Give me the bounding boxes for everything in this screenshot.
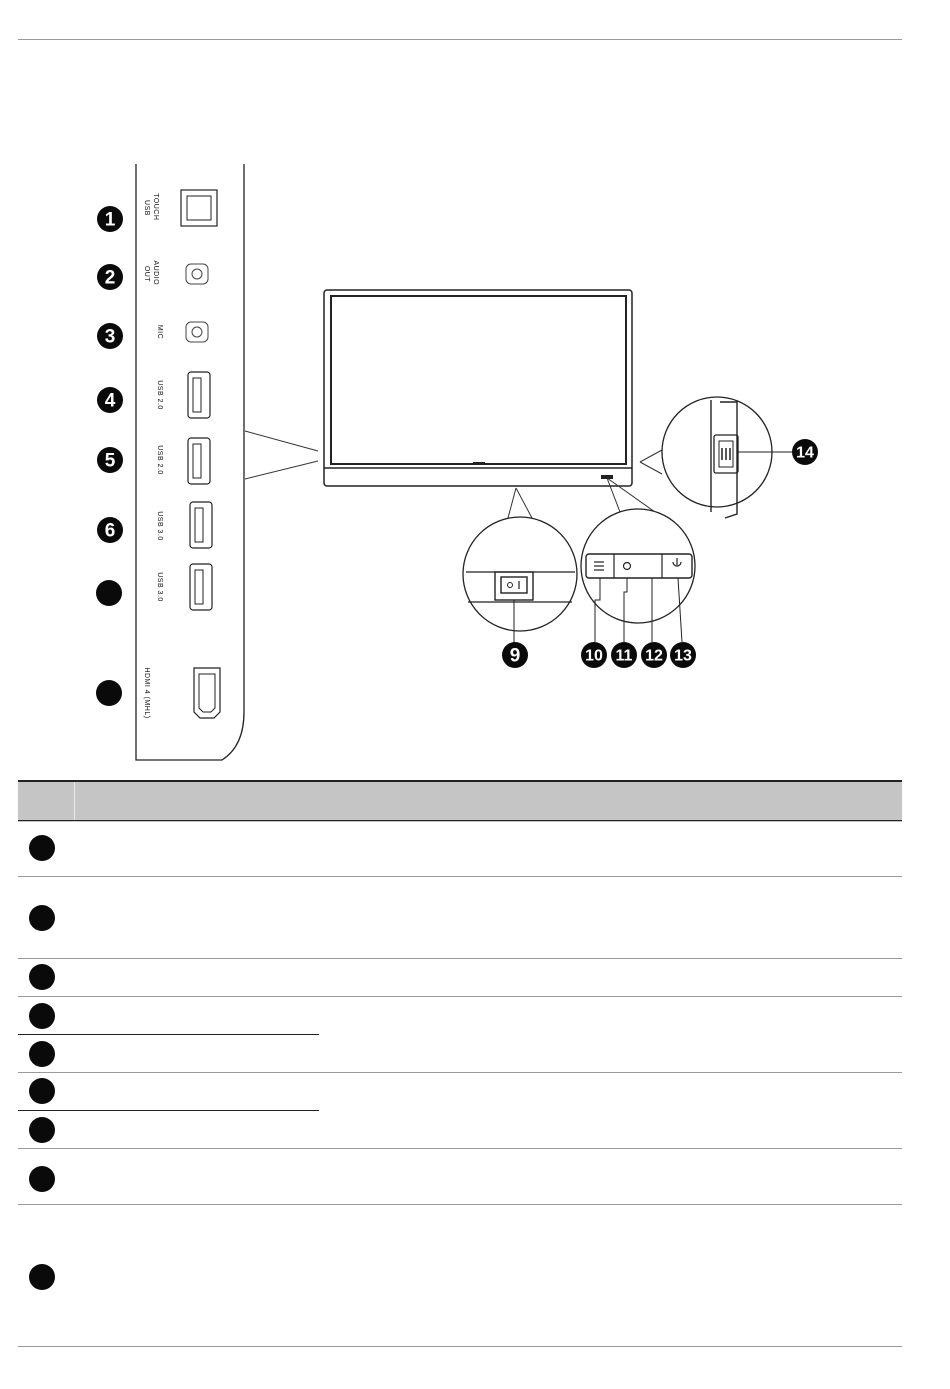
audio-out-port	[186, 264, 208, 284]
touch-usb-port	[181, 190, 217, 226]
table-row-bullet	[29, 1003, 55, 1029]
touch-usb-label: TOUCH USB	[143, 193, 159, 221]
usb20-a-label: USB 2.0	[156, 380, 163, 410]
table-row-bullet	[29, 1264, 55, 1290]
top-rule	[18, 39, 902, 40]
callout-3	[97, 323, 123, 349]
callout-12	[641, 642, 667, 668]
usb30-port-a	[190, 502, 212, 548]
table-row-bullet	[29, 964, 55, 990]
display-front-view	[324, 290, 632, 486]
usb20-b-label: USB 2.0	[156, 445, 163, 475]
power-switch-zoom	[463, 517, 577, 644]
usb30-port-b	[190, 564, 212, 610]
hdmi-port	[194, 668, 220, 718]
svg-text:13: 13	[674, 647, 692, 665]
callout-8	[96, 680, 122, 706]
usb20-port-a	[188, 372, 210, 418]
callout-7	[96, 580, 122, 606]
svg-text:3: 3	[104, 326, 116, 348]
callout-13	[670, 642, 696, 668]
hdmi-label: HDMI 4 (MHL)	[143, 667, 150, 719]
mic-port	[186, 322, 208, 342]
audio-out-label: AUDIO OUT	[143, 260, 159, 286]
callout-14	[792, 439, 818, 465]
svg-text:11: 11	[615, 647, 633, 665]
usb30-b-label: USB 3.0	[156, 572, 163, 602]
table-header	[18, 780, 902, 822]
callout-1	[97, 206, 123, 232]
svg-text:10: 10	[585, 647, 603, 665]
rear-panel-diagram	[0, 140, 950, 780]
callout-5	[97, 447, 123, 473]
svg-text:5: 5	[104, 450, 116, 472]
side-panel-outline	[136, 164, 244, 760]
svg-text:14: 14	[796, 444, 814, 462]
svg-text:6: 6	[104, 520, 116, 542]
svg-text:2: 2	[104, 267, 116, 289]
svg-text:1: 1	[104, 209, 116, 231]
table-row-bullet	[29, 1078, 55, 1104]
power-inlet-zoom	[662, 397, 792, 518]
table-row-bullet	[29, 1166, 55, 1192]
svg-text:9: 9	[509, 645, 521, 667]
control-buttons-zoom	[581, 509, 695, 642]
callout-9	[502, 642, 528, 668]
callout-2	[97, 264, 123, 290]
table-row-bullet	[29, 1041, 55, 1067]
callout-6	[97, 517, 123, 543]
svg-text:12: 12	[645, 647, 663, 665]
table-row-bullet	[29, 835, 55, 861]
callout-4	[97, 387, 123, 413]
usb20-port-b	[188, 438, 210, 484]
table-row-bullet	[29, 905, 55, 931]
callout-10	[581, 642, 607, 668]
table-row-bullet	[29, 1117, 55, 1143]
mic-label: MIC	[156, 324, 163, 340]
callout-11	[611, 642, 637, 668]
usb30-a-label: USB 3.0	[156, 511, 163, 541]
svg-text:4: 4	[104, 390, 116, 412]
